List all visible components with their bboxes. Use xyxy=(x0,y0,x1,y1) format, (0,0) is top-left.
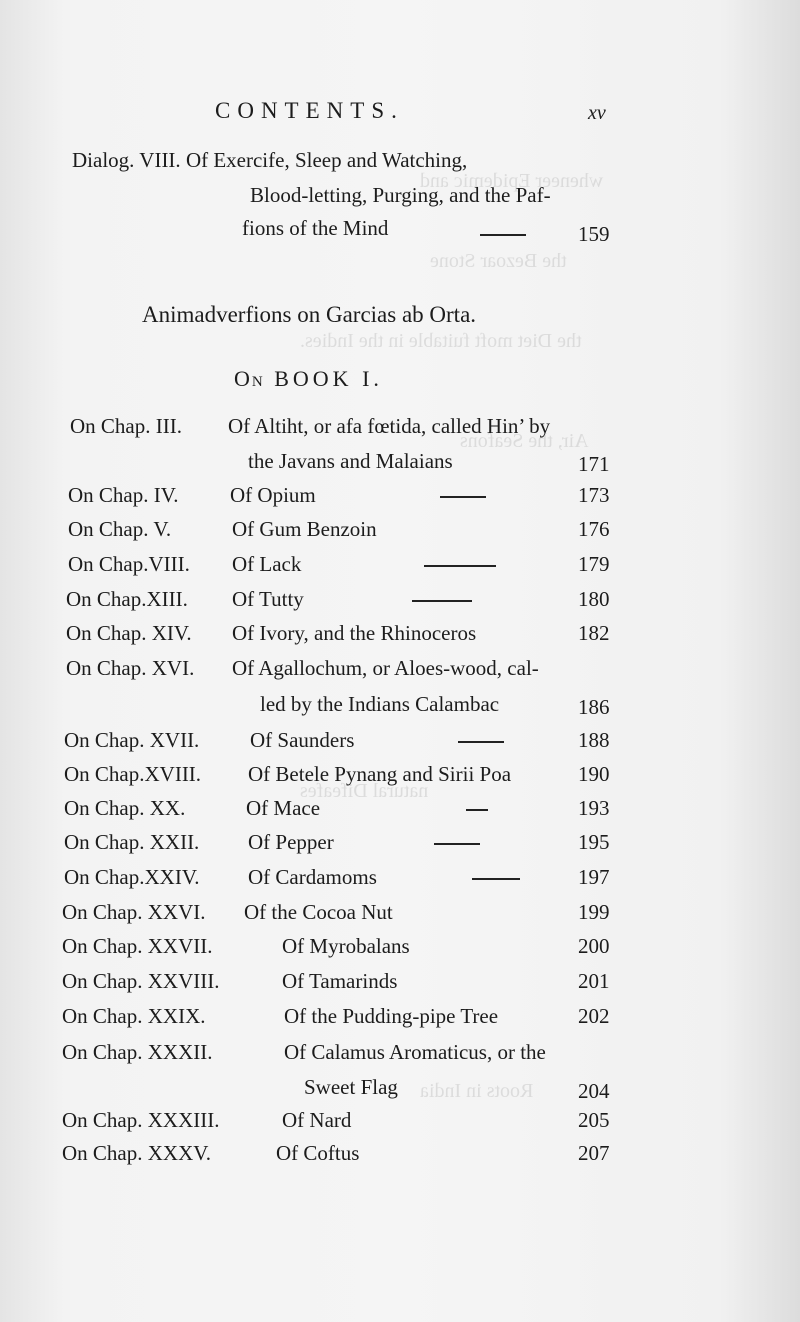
chapter-title: Of Nard xyxy=(282,1108,352,1132)
chapter-title: Of Lack xyxy=(232,552,302,576)
chapter-ref: On Chap.XVIII. xyxy=(64,762,202,786)
toc-entry xyxy=(0,552,800,586)
dialog-page: 159 xyxy=(578,222,610,246)
chapter-title: Of Altiht, or afa fœtida, called Hin’ by xyxy=(228,414,551,438)
chapter-ref: On Chap.VIII. xyxy=(68,552,190,576)
show-through-text: Air, the Seafons xyxy=(460,430,589,452)
page-ref: 199 xyxy=(578,900,610,924)
chapter-title: Of Myrobalans xyxy=(282,934,410,958)
chapter-ref: On Chap.XXIV. xyxy=(64,865,200,889)
toc-entry xyxy=(0,865,800,899)
dialog-label: Dialog. xyxy=(72,148,135,172)
toc-entry xyxy=(0,517,800,551)
chapter-title: Of Opium xyxy=(230,483,316,507)
toc-entry xyxy=(0,1004,800,1038)
leader-dash xyxy=(434,843,480,845)
chapter-ref: On Chap. XXXII. xyxy=(62,1040,213,1064)
chapter-ref: On Chap.XIII. xyxy=(66,587,188,611)
page-ref: 205 xyxy=(578,1108,610,1132)
page-ref: 195 xyxy=(578,830,610,854)
page-ref: 179 xyxy=(578,552,610,576)
chapter-title: Of Agallochum, or Aloes-wood, cal- xyxy=(232,656,539,680)
chapter-ref: On Chap. XXVII. xyxy=(62,934,213,958)
chapter-title-continued: led by the Indians Calambac xyxy=(260,692,500,716)
toc-entry xyxy=(0,656,800,690)
page-ref: 204 xyxy=(578,1079,610,1103)
leader-dash xyxy=(412,600,472,602)
page-ref: 193 xyxy=(578,796,610,820)
show-through-text: natural Difeafes xyxy=(300,780,429,802)
dialog-title-line-2: Blood-letting, Purging, and the Paf- xyxy=(250,183,551,207)
show-through-text: the Bezoar Stone xyxy=(430,250,567,272)
dialog-entry xyxy=(72,148,467,173)
toc-entry xyxy=(0,1108,800,1142)
book-title xyxy=(234,366,383,392)
page-ref: 186 xyxy=(578,695,610,719)
chapter-title-continued: the Javans and Malaians xyxy=(248,449,453,473)
chapter-ref: On Chap. XIV. xyxy=(66,621,192,645)
chapter-title: Of Saunders xyxy=(250,728,355,752)
show-through-text: wheneer Epidemic and xyxy=(420,170,604,192)
chapter-ref: On Chap. XVI. xyxy=(66,656,195,680)
toc-entry xyxy=(0,969,800,1003)
chapter-ref: On Chap. XXII. xyxy=(64,830,200,854)
page-ref: 176 xyxy=(578,517,610,541)
section-title: Animadverfions on Garcias ab Orta. xyxy=(142,302,477,327)
chapter-title: Of Tamarinds xyxy=(282,969,398,993)
toc-entry xyxy=(0,1040,800,1074)
dialog-title-line-3: fions of the Mind xyxy=(242,216,389,240)
chapter-ref: On Chap. XXXV. xyxy=(62,1141,211,1165)
chapter-ref: On Chap. III. xyxy=(70,414,182,438)
page-ref: 182 xyxy=(578,621,610,645)
chapter-title: Of the Pudding-pipe Tree xyxy=(284,1004,499,1028)
chapter-ref: On Chap. XX. xyxy=(64,796,186,820)
book-title-prefix: On xyxy=(234,366,265,391)
chapter-ref: On Chap. IV. xyxy=(68,483,179,507)
chapter-ref: On Chap. XXVI. xyxy=(62,900,206,924)
toc-entry xyxy=(0,830,800,864)
toc-entry xyxy=(0,414,800,448)
chapter-ref: On Chap. XXXIII. xyxy=(62,1108,220,1132)
toc-entry xyxy=(0,762,800,796)
chapter-ref: On Chap. XXVIII. xyxy=(62,969,220,993)
chapter-ref: On Chap. V. xyxy=(68,517,172,541)
page-ref: 197 xyxy=(578,865,610,889)
toc-entry xyxy=(0,621,800,655)
chapter-title: Of Pepper xyxy=(248,830,334,854)
toc-entry xyxy=(0,587,800,621)
chapter-title: Of Tutty xyxy=(232,587,304,611)
chapter-title-continued: Sweet Flag xyxy=(304,1075,398,1099)
toc-entry xyxy=(0,728,800,762)
leader-dash xyxy=(424,565,496,567)
leader-dash xyxy=(480,234,526,236)
page-ref: 180 xyxy=(578,587,610,611)
toc-entry xyxy=(0,934,800,968)
toc-entry xyxy=(0,1141,800,1175)
chapter-title: Of Ivory, and the Rhinoceros xyxy=(232,621,477,645)
page-number: xv xyxy=(588,102,606,124)
page-ref: 173 xyxy=(578,483,610,507)
chapter-ref: On Chap. XXIX. xyxy=(62,1004,206,1028)
leader-dash xyxy=(466,809,488,811)
chapter-title: Of Betele Pynang and Sirii Poa xyxy=(248,762,512,786)
dialog-title-line-1: Of Exercife, Sleep and Watching, xyxy=(185,148,468,172)
toc-entry xyxy=(0,483,800,517)
page-ref: 188 xyxy=(578,728,610,752)
chapter-title: Of Calamus Aromaticus, or the xyxy=(284,1040,546,1064)
chapter-title: Of the Cocoa Nut xyxy=(244,900,393,924)
leader-dash xyxy=(440,496,486,498)
chapter-title: Of Cardamoms xyxy=(248,865,377,889)
book-title-rest: BOOK I. xyxy=(274,366,383,391)
page-ref: 202 xyxy=(578,1004,610,1028)
chapter-title: Of Gum Benzoin xyxy=(232,517,377,541)
toc-entry xyxy=(0,796,800,830)
chapter-title: Of Mace xyxy=(246,796,321,820)
toc-entry xyxy=(0,900,800,934)
chapter-ref: On Chap. XVII. xyxy=(64,728,200,752)
leader-dash xyxy=(458,741,504,743)
page-ref: 201 xyxy=(578,969,610,993)
dialog-number: VIII. xyxy=(139,148,181,172)
show-through-text: the Diet moft fuitable in the Indies. xyxy=(300,330,582,352)
chapter-title: Of Coftus xyxy=(276,1141,360,1165)
page-ref: 190 xyxy=(578,762,610,786)
show-through-text: Roots in India xyxy=(420,1080,534,1102)
page-ref: 207 xyxy=(578,1141,610,1165)
page-ref: 200 xyxy=(578,934,610,958)
leader-dash xyxy=(472,878,520,880)
page-ref: 171 xyxy=(578,452,610,476)
running-title: CONTENTS. xyxy=(215,98,404,123)
